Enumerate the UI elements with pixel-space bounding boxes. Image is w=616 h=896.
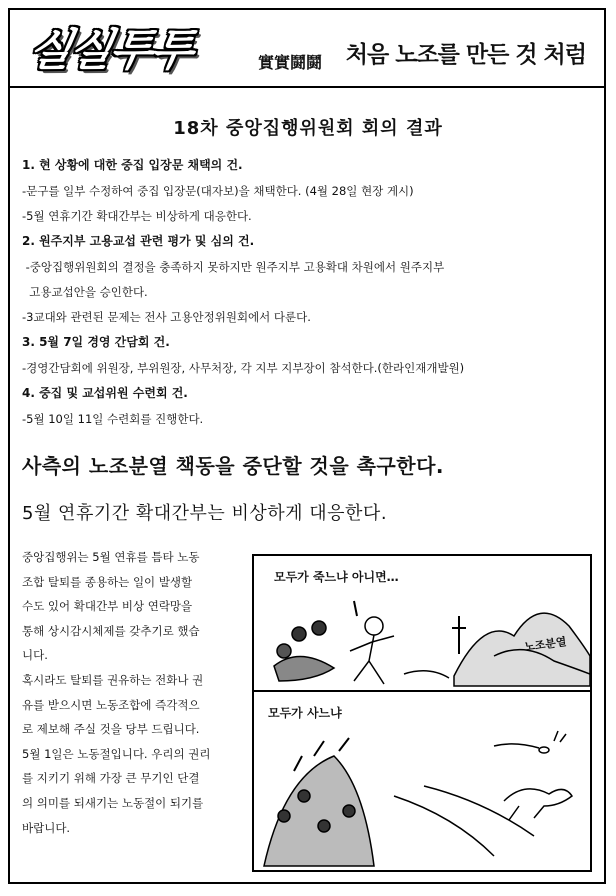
body-line: 5월 1일은 노동절입니다. 우리의 권리 [22,746,211,761]
section-line: -3교대와 관련된 문제는 전사 고용안정위원회에서 다룬다. [22,310,311,324]
body-line: 니다. [22,648,48,663]
cartoon-caption-bottom: 모두가 사느냐 [268,706,342,720]
cartoon-caption-top: 모두가 죽느냐 아니면… [274,570,399,584]
newsletter-header [8,8,606,86]
body-line: 바랍니다. [22,820,71,835]
body-line: 수도 있어 확대간부 비상 연락망을 [22,599,193,614]
masthead-hanja: 實實鬪鬪 [258,53,323,72]
body-line: 중앙집행위는 5월 연휴를 틈타 노동 [22,550,200,564]
meeting-results [22,158,602,437]
section-heading: 2. 원주지부 고용교섭 관련 평가 및 심의 건. [22,234,255,248]
masthead-slogan: 처음 노조를 만든 것 처럼 [345,42,586,68]
cartoon-panel-divider [254,690,590,692]
section-heading: 1. 현 상황에 대한 중집 입장문 채택의 건. [22,158,243,172]
section-heading: 3. 5월 7일 경영 간담회 건. [22,335,170,349]
section-line: 고용교섭안을 승인한다. [22,285,148,299]
headline: 사측의 노조분열 책동을 중단할 것을 촉구한다. [22,454,444,478]
bottom-panel-art [264,731,572,866]
section-heading: 4. 중집 및 교섭위원 수련회 건. [22,386,188,400]
body-line: 의 의미를 되새기는 노동절이 되기를 [22,795,204,810]
section-line: -5월 연휴기간 확대간부는 비상하게 대응한다. [22,209,252,223]
body-line: 유를 받으시면 노동조합에 즉각적으 [22,697,200,712]
section-line: -중앙집행위원회의 결정을 충족하지 못하지만 원주지부 고용확대 차원에서 원주지부 [22,260,445,274]
body-line: 를 지키기 위해 가장 큰 무기인 단결 [22,771,200,786]
section-line: -5월 10일 11일 수련회를 진행한다. [22,412,204,426]
header-divider [8,86,606,88]
section-line: -경영간담회에 위원장, 부위원장, 사무처장, 각 지부 지부장이 참석한다.(한라인재개발원) [22,361,465,375]
page-title: 18차 중앙집행위원회 회의 결과 [173,118,443,139]
cartoon-dragon-label: 노조분열 [523,635,568,654]
body-line: 혹시라도 탈퇴를 권유하는 전화나 권 [22,672,204,687]
body-line: 통해 상시감시체제를 갖추기로 했습 [22,623,200,638]
subheadline: 5월 연휴기간 확대간부는 비상하게 대응한다. [22,503,388,524]
article-body [22,545,247,840]
body-line: 조합 탈퇴를 종용하는 일이 발생할 [22,574,193,589]
body-line: 로 제보해 주실 것을 당부 드립니다. [22,722,200,737]
section-line: -문구를 일부 수정하여 중집 입장문(대자보)을 채택한다. (4월 28일 현장 게시) [22,184,414,198]
editorial-cartoon [252,554,592,872]
masthead-logo: 실실투투 [24,25,196,76]
